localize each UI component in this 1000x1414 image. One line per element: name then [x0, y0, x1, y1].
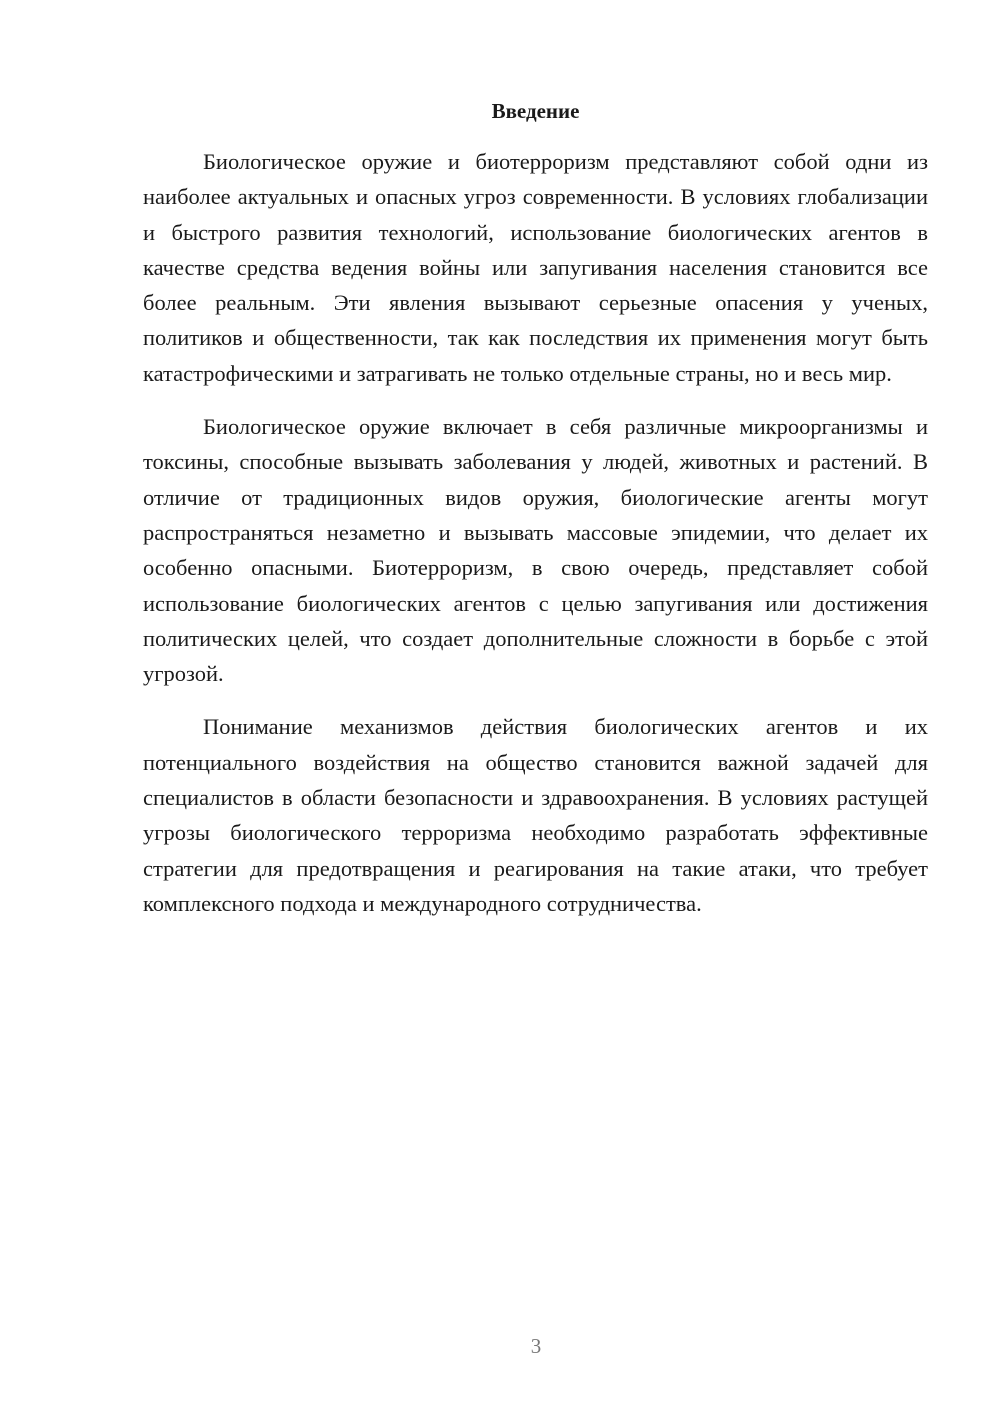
paragraph-3: Понимание механизмов действия биологических агентов и их потенциального воздействия на общество становится важной задачей для специалистов в области безопасности и здравоохранения. В условиях растущей угрозы биологического терроризма необходимо разработать эффективные стратегии для предотвращения и реагирования на такие атаки, что требует комплексного подхода и международного сотрудничества.	[143, 714, 928, 916]
page-number: 3	[530, 1334, 542, 1358]
paragraph-1: Биологическое оружие и биотерроризм представляют собой одни из наиболее актуальных и опасных угроз современности. В условиях глобализации и быстрого развития технологий, использование биологических агентов в качестве средства ведения войны или запугивания населения становится все более реальным. Эти явления вызывают серьезные опасения у ученых, политиков и общественности, так как последствия их применения могут быть катастрофическими и затрагивать не только отдельные страны, но и весь мир.	[143, 149, 928, 386]
paragraph-2: Биологическое оружие включает в себя различные микроорганизмы и токсины, способные вызывать заболевания у людей, животных и растений. В отличие от традиционных видов оружия, биологические агенты могут распространяться незаметно и вызывать массовые эпидемии, что делает их особенно опасными. Биотерроризм, в свою очередь, представляет собой использование биологических агентов с целью запугивания или достижения политических целей, что создает дополнительные сложности в борьбе с этой угрозой.	[143, 414, 928, 687]
body-text	[143, 144, 928, 921]
section-title: Введение	[491, 99, 580, 123]
